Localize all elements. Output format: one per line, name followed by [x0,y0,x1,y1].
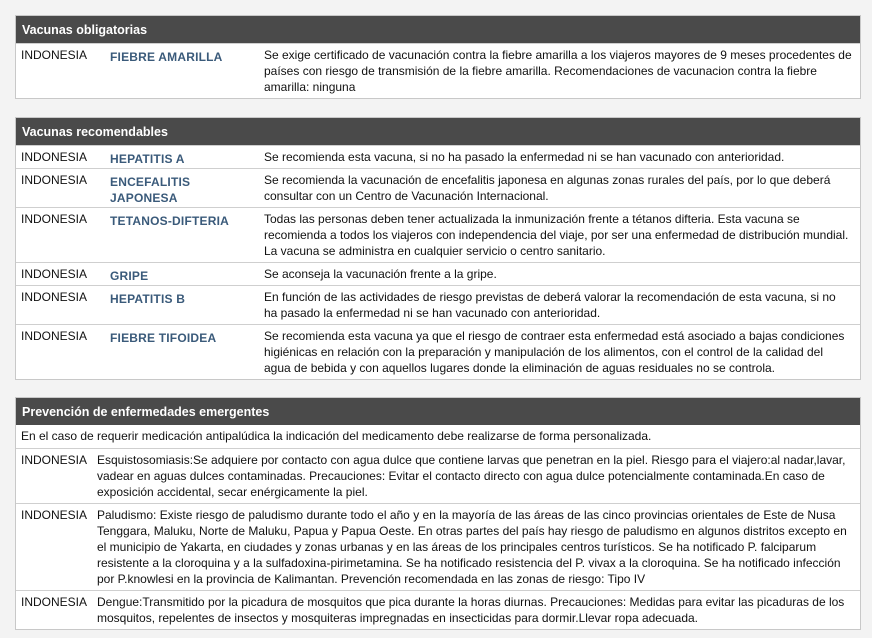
vaccine-name[interactable]: HEPATITIS A [110,152,185,166]
table-row [16,145,860,168]
country-cell: INDONESIA [21,329,88,343]
section-title: Prevención de enfermedades emergentes [16,398,860,425]
country-cell: INDONESIA [21,173,88,187]
disease-description: Paludismo: Existe riesgo de paludismo durante todo el año y en la mayoría de las áreas de las cinco provincias orientales de Este de Nusa Tenggara, Maluku, Norte de Maluku, Papua y Papua Oeste. En otras partes del país hay riesgo de paludismo en algunos distritos excepto en el municipio de Yakarta, en ciudades y zonas urbanas y en las áreas de los principales centros turísticos. Se ha notificado P. falciparum resistente a la cloroquina y a la sulfadoxina-pirimetamina. Se ha notificado resistencia del P. vivax a la cloroquina. Se ha notificado infección por P.knowlesi en la provincia de Kalimantan. Prevención recomendada en las zonas de riesgo: Tipo IV [97,508,847,586]
country-cell: INDONESIA [21,48,88,62]
disease-description: Dengue:Transmitido por la picadura de mosquitos que pica durante la horas diurnas. Precauciones: Medidas para evitar las picaduras de los mosquitos, repelentes de insectos y mosquiteras impregnadas en insecticidas para dormir.Llevar ropa adecuada. [97,595,845,625]
vaccine-description: Se recomienda esta vacuna ya que el riesgo de contraer esta enfermedad está asociado a bajas condiciones higiénicas en relación con la preparación y manipulación de los alimentos, con el control de la calidad del agua de bebida y con aquellos lugares donde la eliminación de aguas residuales no se controla. [264,329,845,375]
vaccine-name[interactable]: FIEBRE TIFOIDEA [110,331,217,345]
vaccine-description: Se recomienda esta vacuna, si no ha pasado la enfermedad ni se han vacunado con anterioridad. [264,150,785,164]
table-row [16,324,860,379]
section-mandatory-vaccines [15,15,861,99]
table-row [16,262,860,285]
table-row [16,285,860,324]
vaccine-name[interactable]: FIEBRE AMARILLA [110,50,223,64]
vaccine-description: Se recomienda la vacunación de encefalitis japonesa en algunas zonas rurales del país, por lo que deberá consultar con un Centro de Vacunación Internacional. [264,173,831,203]
vaccine-name[interactable]: GRIPE [110,269,149,283]
table-row [16,590,860,629]
table-row [16,168,860,207]
country-cell: INDONESIA [21,508,88,522]
country-cell: INDONESIA [21,150,88,164]
country-cell: INDONESIA [21,595,88,609]
country-cell: INDONESIA [21,290,88,304]
vaccine-description: Todas las personas deben tener actualizada la inmunización frente a tétanos difteria. Esta vacuna se recomienda a todos los viajeros con independencia del viaje, por ser una enfermedad de distribución mundial. La vacuna se administra en cualquier servicio o centro sanitario. [264,212,849,258]
vaccine-name[interactable]: ENCEFALITIS JAPONESA [110,175,191,205]
section-emerging-diseases [15,397,861,630]
vaccine-description: Se aconseja la vacunación frente a la gripe. [264,267,497,281]
section-title: Vacunas obligatorias [16,16,860,43]
table-row [16,43,860,98]
country-cell: INDONESIA [21,267,88,281]
table-row [16,503,860,590]
vaccine-name[interactable]: HEPATITIS B [110,292,186,306]
country-cell: INDONESIA [21,453,88,467]
country-cell: INDONESIA [21,212,88,226]
vaccine-description: En función de las actividades de riesgo previstas de deberá valorar la recomendación de esta vacuna, si no ha pasado la enfermedad ni se han vacunado con anterioridad. [264,290,836,320]
intro-note: En el caso de requerir medicación antipalúdica la indicación del medicamento debe realizarse de forma personalizada. [21,429,652,443]
table-row [16,448,860,503]
vaccine-name[interactable]: TETANOS-DIFTERIA [110,214,229,228]
disease-description: Esquistosomiasis:Se adquiere por contacto con agua dulce que contiene larvas que penetran en la piel. Riesgo para el viajero:al nadar,lavar, vadear en aguas dulces contaminadas. Precauciones: Evitar el contacto directo con agua dulce potencialmente contaminada.En caso de exposición accidental, secar enérgicamente la piel. [97,453,846,499]
table-row [16,207,860,262]
vaccine-description: Se exige certificado de vacunación contra la fiebre amarilla a los viajeros mayores de 9 meses procedentes de países con riesgo de transmisión de la fiebre amarilla. Recomendaciones de vacunacion contra la fiebre amarilla: ninguna [264,48,852,94]
section-title: Vacunas recomendables [16,118,860,145]
section-recommended-vaccines [15,117,861,380]
